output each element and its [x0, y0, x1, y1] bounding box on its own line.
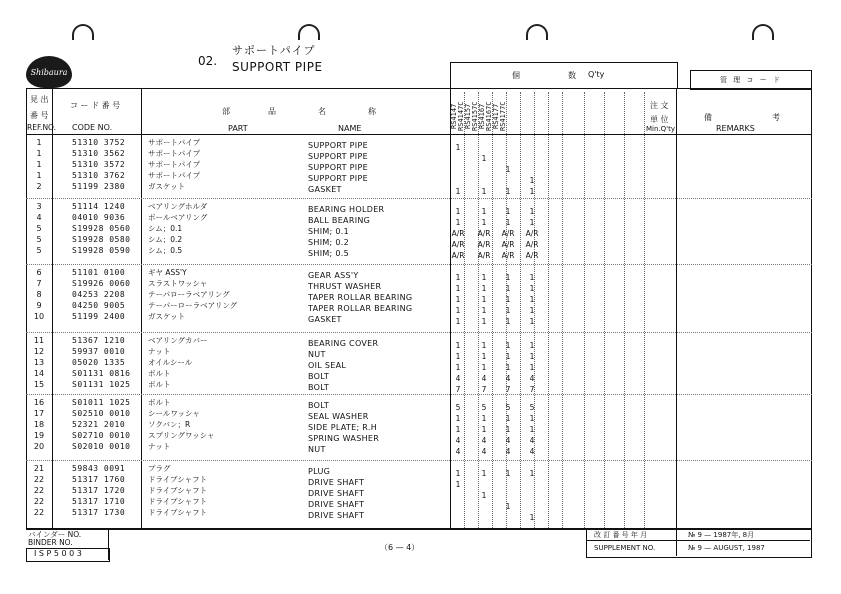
- quantity-cell: 1: [481, 154, 487, 163]
- quantity-cell: 1: [529, 284, 535, 293]
- quantity-cell: 4: [481, 436, 487, 445]
- quantity-cell: 1: [481, 491, 487, 500]
- part-code: 51310 3562: [72, 149, 126, 158]
- order-header-en: Min.Q'ty: [646, 125, 675, 133]
- part-name-jp: サポートパイプ: [148, 171, 201, 180]
- section-title-jp: サポートパイプ: [232, 44, 316, 57]
- quantity-cell: 4: [529, 436, 535, 445]
- quantity-cell: 4: [529, 374, 535, 383]
- ref-number: 22: [33, 475, 45, 484]
- code-header-en: CODE NO.: [72, 123, 113, 132]
- part-name-jp: ソクバン；R: [148, 420, 191, 429]
- part-name-en: SHIM; 0.1: [308, 227, 350, 236]
- quantity-cell: 4: [529, 447, 535, 456]
- part-code: S19926 0060: [72, 279, 131, 288]
- ref-number: 22: [33, 497, 45, 506]
- qty-header-jp2: 数: [568, 71, 576, 80]
- quantity-cell: 1: [505, 218, 511, 227]
- quantity-cell: A/R: [501, 251, 515, 260]
- quantity-cell: 7: [529, 385, 535, 394]
- quantity-cell: 4: [505, 436, 511, 445]
- part-code: 52321 2010: [72, 420, 126, 429]
- quantity-cell: 1: [481, 284, 487, 293]
- ref-header-jp1: 見 出: [30, 95, 49, 104]
- order-header-jp2: 単 位: [650, 115, 669, 124]
- part-name-jp: シールワッシャ: [148, 409, 200, 418]
- part-code: 04253 2208: [72, 290, 126, 299]
- quantity-cell: A/R: [451, 240, 465, 249]
- part-name-en: GEAR ASS'Y: [308, 271, 359, 280]
- quantity-cell: 1: [505, 284, 511, 293]
- part-name-en: BALL BEARING: [308, 216, 371, 225]
- part-name-en: BOLT: [308, 383, 330, 392]
- quantity-cell: 5: [455, 403, 461, 412]
- quantity-cell: 1: [529, 295, 535, 304]
- part-name-jp: ボールベアリング: [148, 213, 208, 222]
- part-name-jp: シム；0.2: [148, 235, 183, 244]
- part-name-jp: ドライブシャフト: [148, 475, 208, 484]
- remarks-header-en: REMARKS: [716, 124, 755, 133]
- group-separator: [26, 460, 812, 461]
- quantity-cell: 1: [481, 207, 487, 216]
- quantity-cell: 1: [455, 363, 461, 372]
- quantity-cell: 1: [529, 317, 535, 326]
- quantity-cell: 1: [455, 425, 461, 434]
- quantity-cell: 4: [481, 447, 487, 456]
- quantity-cell: 1: [481, 341, 487, 350]
- quantity-cell: 1: [505, 502, 511, 511]
- part-code: 51114 1240: [72, 202, 126, 211]
- quantity-cell: 1: [455, 187, 461, 196]
- part-name-en: DRIVE SHAFT: [308, 478, 365, 487]
- quantity-cell: 1: [481, 317, 487, 326]
- part-code: 51317 1730: [72, 508, 126, 517]
- quantity-cell: 5: [505, 403, 511, 412]
- binder-hole: [72, 24, 94, 40]
- part-code: 04250 9005: [72, 301, 126, 310]
- part-name-jp: スラストワッシャ: [148, 279, 208, 288]
- section-number: 02.: [198, 54, 218, 68]
- part-code: 51101 0100: [72, 268, 126, 277]
- part-name-jp: ボルト: [148, 369, 171, 378]
- quantity-cell: 1: [481, 273, 487, 282]
- quantity-cell: 1: [481, 469, 487, 478]
- part-name-jp: プラグ: [148, 464, 171, 473]
- binder-hole: [298, 24, 320, 40]
- quantity-cell: 1: [529, 363, 535, 372]
- quantity-cell: 1: [481, 306, 487, 315]
- quantity-cell: 1: [481, 363, 487, 372]
- part-code: 51367 1210: [72, 336, 126, 345]
- supplement-label-jp: 改 訂 番 号 年 月: [594, 531, 648, 539]
- quantity-cell: 1: [505, 352, 511, 361]
- quantity-cell: 5: [481, 403, 487, 412]
- quantity-cell: 1: [455, 352, 461, 361]
- part-name-en: DRIVE SHAFT: [308, 511, 365, 520]
- part-code: 51310 3752: [72, 138, 126, 147]
- part-name-jp: ベアリングカバー: [148, 336, 208, 345]
- group-separator: [26, 198, 812, 199]
- ref-number: 5: [36, 235, 42, 244]
- part-name-en: NUT: [308, 445, 326, 454]
- part-name-jp: シム；0.1: [148, 224, 183, 233]
- ref-number: 14: [33, 369, 45, 378]
- part-header-jp2: 品: [268, 107, 276, 116]
- remarks-header-jp1: 備: [704, 113, 712, 122]
- part-code: 59937 0010: [72, 347, 126, 356]
- part-code: 51310 3762: [72, 171, 126, 180]
- supplement-value-en: № 9 — AUGUST, 1987: [688, 544, 765, 552]
- quantity-cell: 4: [481, 374, 487, 383]
- quantity-cell: 4: [505, 374, 511, 383]
- model-column-label: RS4177C: [499, 101, 507, 131]
- ref-number: 1: [36, 171, 42, 180]
- quantity-cell: 1: [529, 513, 535, 522]
- quantity-cell: A/R: [501, 229, 515, 238]
- part-name-en: DRIVE SHAFT: [308, 489, 365, 498]
- part-name-jp: ボルト: [148, 398, 171, 407]
- quantity-cell: A/R: [451, 251, 465, 260]
- part-code: S19928 0590: [72, 246, 131, 255]
- part-name-en: SUPPORT PIPE: [308, 163, 368, 172]
- section-title-en: SUPPORT PIPE: [232, 60, 323, 74]
- ref-number: 19: [33, 431, 45, 440]
- quantity-cell: 1: [505, 187, 511, 196]
- remarks-header-jp2: 考: [772, 113, 780, 122]
- qty-header-en: Q'ty: [588, 70, 605, 79]
- binder-number: I S P 5 0 0 3: [34, 549, 82, 558]
- order-header-jp1: 注 文: [650, 101, 669, 110]
- ref-number: 5: [36, 246, 42, 255]
- quantity-cell: 1: [529, 218, 535, 227]
- quantity-cell: A/R: [477, 229, 491, 238]
- model-column-label: RS4167C: [485, 101, 493, 131]
- parts-table: [26, 88, 812, 530]
- quantity-cell: 1: [505, 295, 511, 304]
- part-name-jp: ドライブシャフト: [148, 497, 208, 506]
- part-code: 04010 9036: [72, 213, 126, 222]
- quantity-cell: 1: [505, 363, 511, 372]
- group-separator: [26, 332, 812, 333]
- quantity-cell: 1: [505, 207, 511, 216]
- binder-label-jp: バインダー NO.: [28, 530, 82, 539]
- supplement-value-jp: № 9 — 1987年, 8月: [688, 531, 755, 539]
- quantity-cell: 1: [505, 341, 511, 350]
- ref-number: 22: [33, 508, 45, 517]
- ref-number: 9: [36, 301, 42, 310]
- group-separator: [26, 394, 812, 395]
- quantity-cell: 1: [529, 425, 535, 434]
- part-name-jp: サポートパイプ: [148, 149, 201, 158]
- part-name-en: SHIM; 0.2: [308, 238, 350, 247]
- ref-number: 21: [33, 464, 45, 473]
- part-name-en: BOLT: [308, 372, 330, 381]
- binder-hole: [526, 24, 548, 40]
- part-code: 51310 3572: [72, 160, 126, 169]
- part-code: 51199 2400: [72, 312, 126, 321]
- ref-number: 22: [33, 486, 45, 495]
- part-name-jp: サポートパイプ: [148, 160, 201, 169]
- quantity-cell: 1: [505, 165, 511, 174]
- part-name-en: SUPPORT PIPE: [308, 152, 368, 161]
- quantity-cell: 1: [529, 306, 535, 315]
- ref-number: 4: [36, 213, 42, 222]
- ref-number: 10: [33, 312, 45, 321]
- quantity-cell: 5: [529, 403, 535, 412]
- model-column-label: RS4147C: [457, 101, 465, 131]
- ref-number: 1: [36, 160, 42, 169]
- ref-header-jp2: 番 号: [30, 111, 49, 120]
- quantity-cell: 1: [529, 352, 535, 361]
- part-name-en: SIDE PLATE; R.H: [308, 423, 378, 432]
- quantity-cell: A/R: [451, 229, 465, 238]
- part-name-jp: ボルト: [148, 380, 171, 389]
- model-column-label: RS4177: [492, 103, 500, 129]
- quantity-cell: 1: [455, 273, 461, 282]
- quantity-cell: 1: [455, 143, 461, 152]
- quantity-cell: A/R: [477, 240, 491, 249]
- quantity-cell: 1: [455, 341, 461, 350]
- part-name-jp: ガスケット: [148, 182, 186, 191]
- ref-number: 12: [33, 347, 45, 356]
- quantity-cell: 1: [481, 414, 487, 423]
- quantity-cell: 1: [529, 176, 535, 185]
- model-column-label: RS4157C: [471, 101, 479, 131]
- part-code: 51317 1760: [72, 475, 126, 484]
- ref-number: 18: [33, 420, 45, 429]
- ref-number: 3: [36, 202, 42, 211]
- quantity-cell: 1: [481, 352, 487, 361]
- quantity-cell: 4: [455, 447, 461, 456]
- quantity-cell: 7: [481, 385, 487, 394]
- quantity-cell: 1: [481, 187, 487, 196]
- quantity-cell: 1: [505, 273, 511, 282]
- part-header-en: PART: [228, 124, 248, 133]
- ref-number: 1: [36, 138, 42, 147]
- part-code: S19928 0580: [72, 235, 131, 244]
- part-name-en: DRIVE SHAFT: [308, 500, 365, 509]
- ref-number: 6: [36, 268, 42, 277]
- part-name-en: SPRING WASHER: [308, 434, 380, 443]
- quantity-cell: 1: [455, 480, 461, 489]
- binder-hole: [752, 24, 774, 40]
- ref-number: 17: [33, 409, 45, 418]
- part-name-jp: ドライブシャフト: [148, 486, 208, 495]
- quantity-cell: 1: [529, 341, 535, 350]
- name-header-en: NAME: [338, 124, 362, 133]
- group-separator: [26, 264, 812, 265]
- part-name-en: BEARING HOLDER: [308, 205, 385, 214]
- part-name-jp: ギヤ ASS'Y: [148, 268, 187, 277]
- ref-number: 8: [36, 290, 42, 299]
- quantity-cell: 1: [481, 295, 487, 304]
- part-name-en: NUT: [308, 350, 326, 359]
- part-name-jp: テーパローラベアリング: [148, 290, 230, 299]
- quantity-cell: 1: [505, 414, 511, 423]
- part-code: S02510 0010: [72, 409, 131, 418]
- quantity-cell: 1: [529, 187, 535, 196]
- quantity-cell: 7: [455, 385, 461, 394]
- ref-number: 7: [36, 279, 42, 288]
- quantity-cell: 1: [455, 218, 461, 227]
- part-name-en: BEARING COVER: [308, 339, 379, 348]
- quantity-cell: 1: [529, 414, 535, 423]
- quantity-cell: 1: [481, 425, 487, 434]
- part-code: S01011 1025: [72, 398, 131, 407]
- ref-number: 2: [36, 182, 42, 191]
- part-code: S19928 0560: [72, 224, 131, 233]
- quantity-cell: A/R: [525, 240, 539, 249]
- quantity-cell: 1: [505, 425, 511, 434]
- qty-header-box: [450, 62, 678, 89]
- management-code-box: 管 理 コ ー ド: [690, 70, 812, 90]
- quantity-cell: 1: [455, 207, 461, 216]
- model-column-label: RS4157: [464, 103, 472, 129]
- supplement-label-en: SUPPLEMENT NO.: [594, 544, 656, 552]
- quantity-cell: A/R: [477, 251, 491, 260]
- quantity-cell: 1: [455, 306, 461, 315]
- quantity-cell: 1: [529, 469, 535, 478]
- part-header-jp1: 部: [222, 107, 230, 116]
- part-code: S02010 0010: [72, 442, 131, 451]
- part-name-jp: オイルシール: [148, 358, 193, 367]
- part-name-en: GASKET: [308, 185, 342, 194]
- quantity-cell: 1: [529, 273, 535, 282]
- quantity-cell: 1: [505, 469, 511, 478]
- part-name-jp: ナット: [148, 442, 171, 451]
- part-name-en: SUPPORT PIPE: [308, 174, 368, 183]
- quantity-cell: A/R: [525, 251, 539, 260]
- part-name-en: TAPER ROLLAR BEARING: [308, 304, 413, 313]
- quantity-cell: 4: [455, 374, 461, 383]
- part-code: S01131 0816: [72, 369, 131, 378]
- part-code: 51317 1720: [72, 486, 126, 495]
- quantity-cell: 4: [455, 436, 461, 445]
- part-name-en: SEAL WASHER: [308, 412, 369, 421]
- part-name-jp: ベアリングホルダ: [148, 202, 208, 211]
- ref-number: 1: [36, 149, 42, 158]
- part-name-en: TAPER ROLLAR BEARING: [308, 293, 413, 302]
- part-code: 51199 2380: [72, 182, 126, 191]
- ref-number: 20: [33, 442, 45, 451]
- part-code: S02710 0010: [72, 431, 131, 440]
- quantity-cell: 1: [455, 469, 461, 478]
- part-name-jp: ガスケット: [148, 312, 186, 321]
- quantity-cell: 1: [505, 317, 511, 326]
- part-name-en: PLUG: [308, 467, 331, 476]
- part-name-jp: ナット: [148, 347, 171, 356]
- binder-label-en: BINDER NO.: [28, 538, 73, 547]
- quantity-cell: 4: [505, 447, 511, 456]
- quantity-cell: 1: [505, 306, 511, 315]
- quantity-cell: 1: [455, 295, 461, 304]
- part-name-jp: テーパーローラベアリング: [148, 301, 238, 310]
- ref-number: 13: [33, 358, 45, 367]
- quantity-cell: A/R: [501, 240, 515, 249]
- ref-number: 16: [33, 398, 45, 407]
- model-column-label: RS4147: [450, 103, 458, 129]
- ref-number: 15: [33, 380, 45, 389]
- ref-number: 11: [33, 336, 45, 345]
- part-name-en: THRUST WASHER: [308, 282, 382, 291]
- quantity-cell: 1: [455, 414, 461, 423]
- part-code: 51317 1710: [72, 497, 126, 506]
- quantity-cell: 1: [455, 317, 461, 326]
- quantity-cell: A/R: [525, 229, 539, 238]
- shibaura-logo: Shibaura: [26, 56, 72, 88]
- part-name-jp: サポートパイプ: [148, 138, 201, 147]
- part-code: 05020 1335: [72, 358, 126, 367]
- part-name-jp: シム；0.5: [148, 246, 183, 255]
- quantity-cell: 1: [481, 218, 487, 227]
- part-name-en: BOLT: [308, 401, 330, 410]
- part-name-jp: スプリングワッシャ: [148, 431, 215, 440]
- code-header-jp: コ ー ド 番 号: [70, 101, 121, 110]
- quantity-cell: 1: [529, 207, 535, 216]
- part-name-en: GASKET: [308, 315, 342, 324]
- part-name-en: SUPPORT PIPE: [308, 141, 368, 150]
- quantity-cell: 1: [455, 284, 461, 293]
- ref-number: 5: [36, 224, 42, 233]
- part-code: S01131 1025: [72, 380, 131, 389]
- part-name-en: SHIM; 0.5: [308, 249, 350, 258]
- ref-header-en: REF.NO.: [27, 123, 57, 132]
- part-name-jp: ドライブシャフト: [148, 508, 208, 517]
- part-name-en: OIL SEAL: [308, 361, 347, 370]
- model-column-label: RS4167: [478, 103, 486, 129]
- qty-header-jp1: 個: [512, 71, 520, 80]
- page-number: （6 — 4）: [380, 543, 420, 552]
- part-code: 59843 0091: [72, 464, 126, 473]
- quantity-cell: 7: [505, 385, 511, 394]
- name-header-jp2: 称: [368, 107, 376, 116]
- name-header-jp1: 名: [318, 107, 326, 116]
